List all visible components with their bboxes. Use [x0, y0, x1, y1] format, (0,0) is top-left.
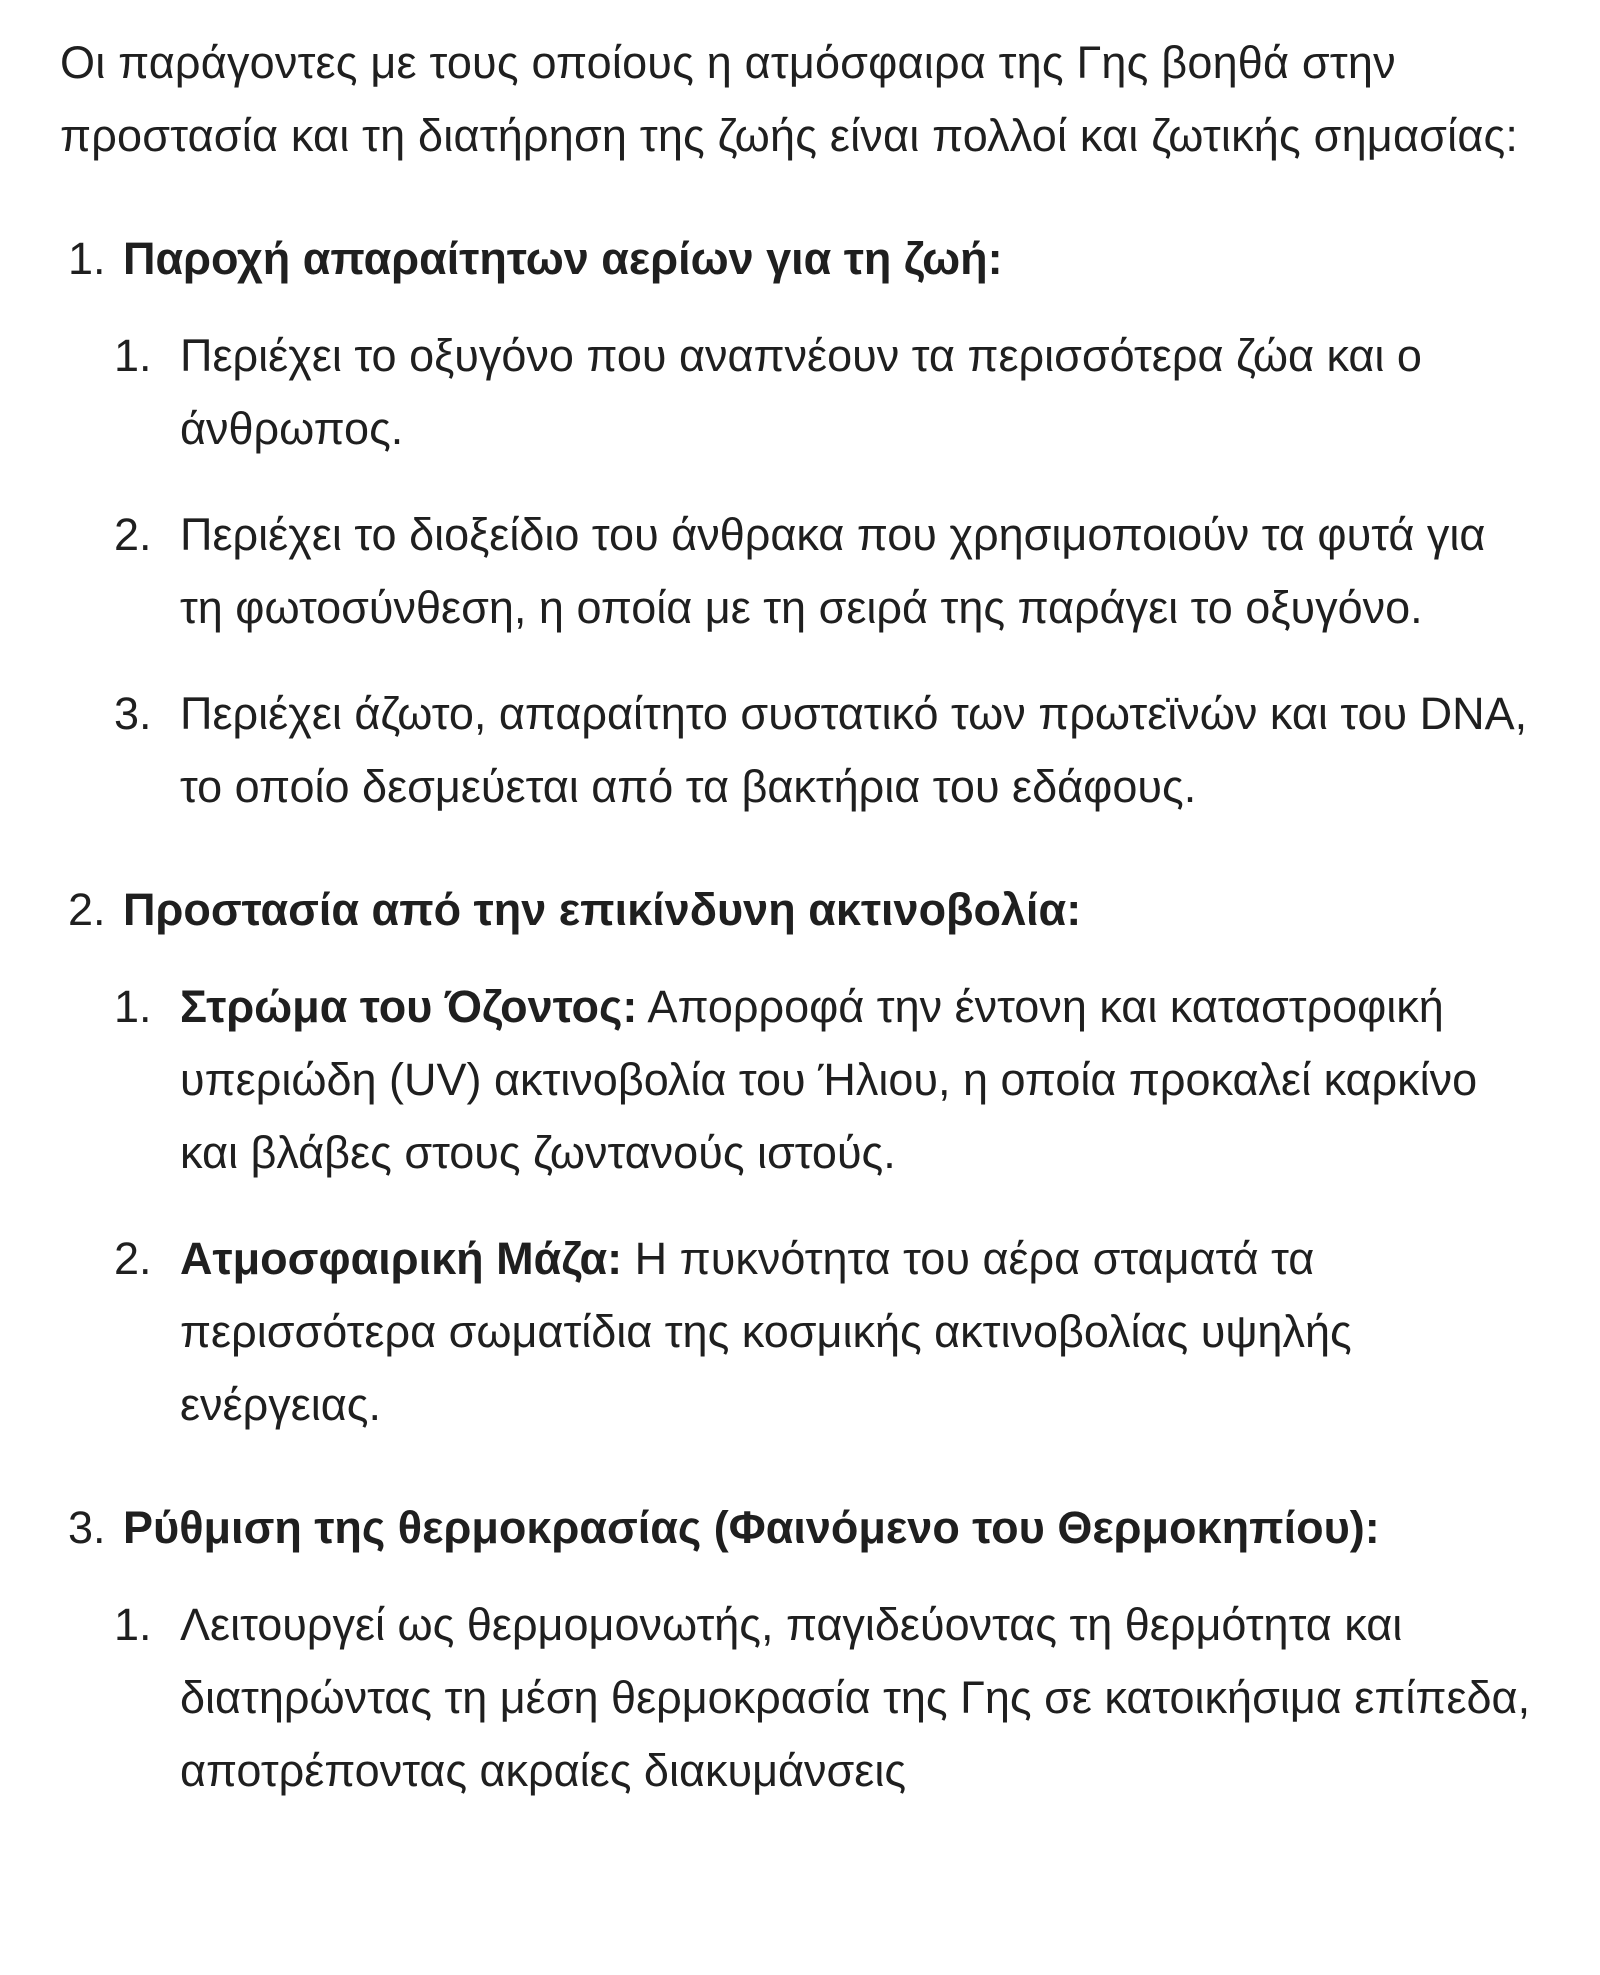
- main-list: [60, 222, 1540, 1807]
- item-number: 2.: [114, 1233, 152, 1284]
- list-section: [60, 222, 1540, 823]
- item-body: Η πυκνότητα του αέρα σταματά τα περισσότερα σωματίδια της κοσμικής ακτινοβολίας υψηλής ενέργειας.: [180, 1233, 1352, 1430]
- item-number: 1.: [114, 981, 152, 1032]
- sub-list: [60, 1588, 1540, 1807]
- list-item: [60, 319, 1540, 465]
- item-number: 1.: [114, 1599, 152, 1650]
- item-body: Απορροφά την έντονη και καταστροφική υπεριώδη (UV) ακτινοβολία του Ήλιου, η οποία προκαλεί καρκίνο και βλάβες στους ζωντανούς ιστούς.: [180, 981, 1478, 1178]
- list-item: [60, 677, 1540, 823]
- item-text: [180, 970, 1540, 1189]
- sub-list: [60, 319, 1540, 823]
- item-body: Περιέχει το οξυγόνο που αναπνέουν τα περισσότερα ζώα και ο άνθρωπος.: [180, 330, 1422, 454]
- item-bold-label: Στρώμα του Όζοντος:: [180, 981, 638, 1032]
- item-number: 3.: [114, 688, 152, 739]
- section-title: Προστασία από την επικίνδυνη ακτινοβολία:: [123, 884, 1082, 935]
- list-item: [60, 1222, 1540, 1441]
- item-text: [180, 319, 1540, 465]
- section-number: 1.: [68, 233, 106, 284]
- section-number: 3.: [68, 1502, 106, 1553]
- list-item: [60, 498, 1540, 644]
- item-body: Περιέχει άζωτο, απαραίτητο συστατικό των πρωτεϊνών και του DNA, το οποίο δεσμεύεται από τα βακτήρια του εδάφους.: [180, 688, 1528, 812]
- item-number: 1.: [114, 330, 152, 381]
- list-section: [60, 1491, 1540, 1807]
- intro-paragraph: Οι παράγοντες με τους οποίους η ατμόσφαιρα της Γης βοηθά στην προστασία και τη διατήρηση της ζωής είναι πολλοί και ζωτικής σημασίας:: [60, 37, 1519, 161]
- item-body: Λειτουργεί ως θερμομονωτής, παγιδεύοντας τη θερμότητα και διατηρώντας τη μέση θερμοκρασία της Γης σε κατοικήσιμα επίπεδα, αποτρέποντας ακραίες διακυμάνσεις: [180, 1599, 1531, 1796]
- item-text: [180, 1588, 1540, 1807]
- list-item: [60, 970, 1540, 1189]
- section-heading: [60, 873, 1540, 946]
- section-title: Ρύθμιση της θερμοκρασίας (Φαινόμενο του Θερμοκηπίου):: [123, 1502, 1380, 1553]
- item-text: [180, 677, 1540, 823]
- item-text: [180, 498, 1540, 644]
- section-heading: [60, 222, 1540, 295]
- sub-list: [60, 970, 1540, 1441]
- list-item: [60, 1588, 1540, 1807]
- item-bold-label: Ατμοσφαιρική Μάζα:: [180, 1233, 623, 1284]
- section-heading: [60, 1491, 1540, 1564]
- section-number: 2.: [68, 884, 106, 935]
- item-text: [180, 1222, 1540, 1441]
- section-title: Παροχή απαραίτητων αερίων για τη ζωή:: [123, 233, 1003, 284]
- item-body: Περιέχει το διοξείδιο του άνθρακα που χρησιμοποιούν τα φυτά για τη φωτοσύνθεση, η οποία με τη σειρά της παράγει το οξυγόνο.: [180, 509, 1486, 633]
- list-section: [60, 873, 1540, 1441]
- item-number: 2.: [114, 509, 152, 560]
